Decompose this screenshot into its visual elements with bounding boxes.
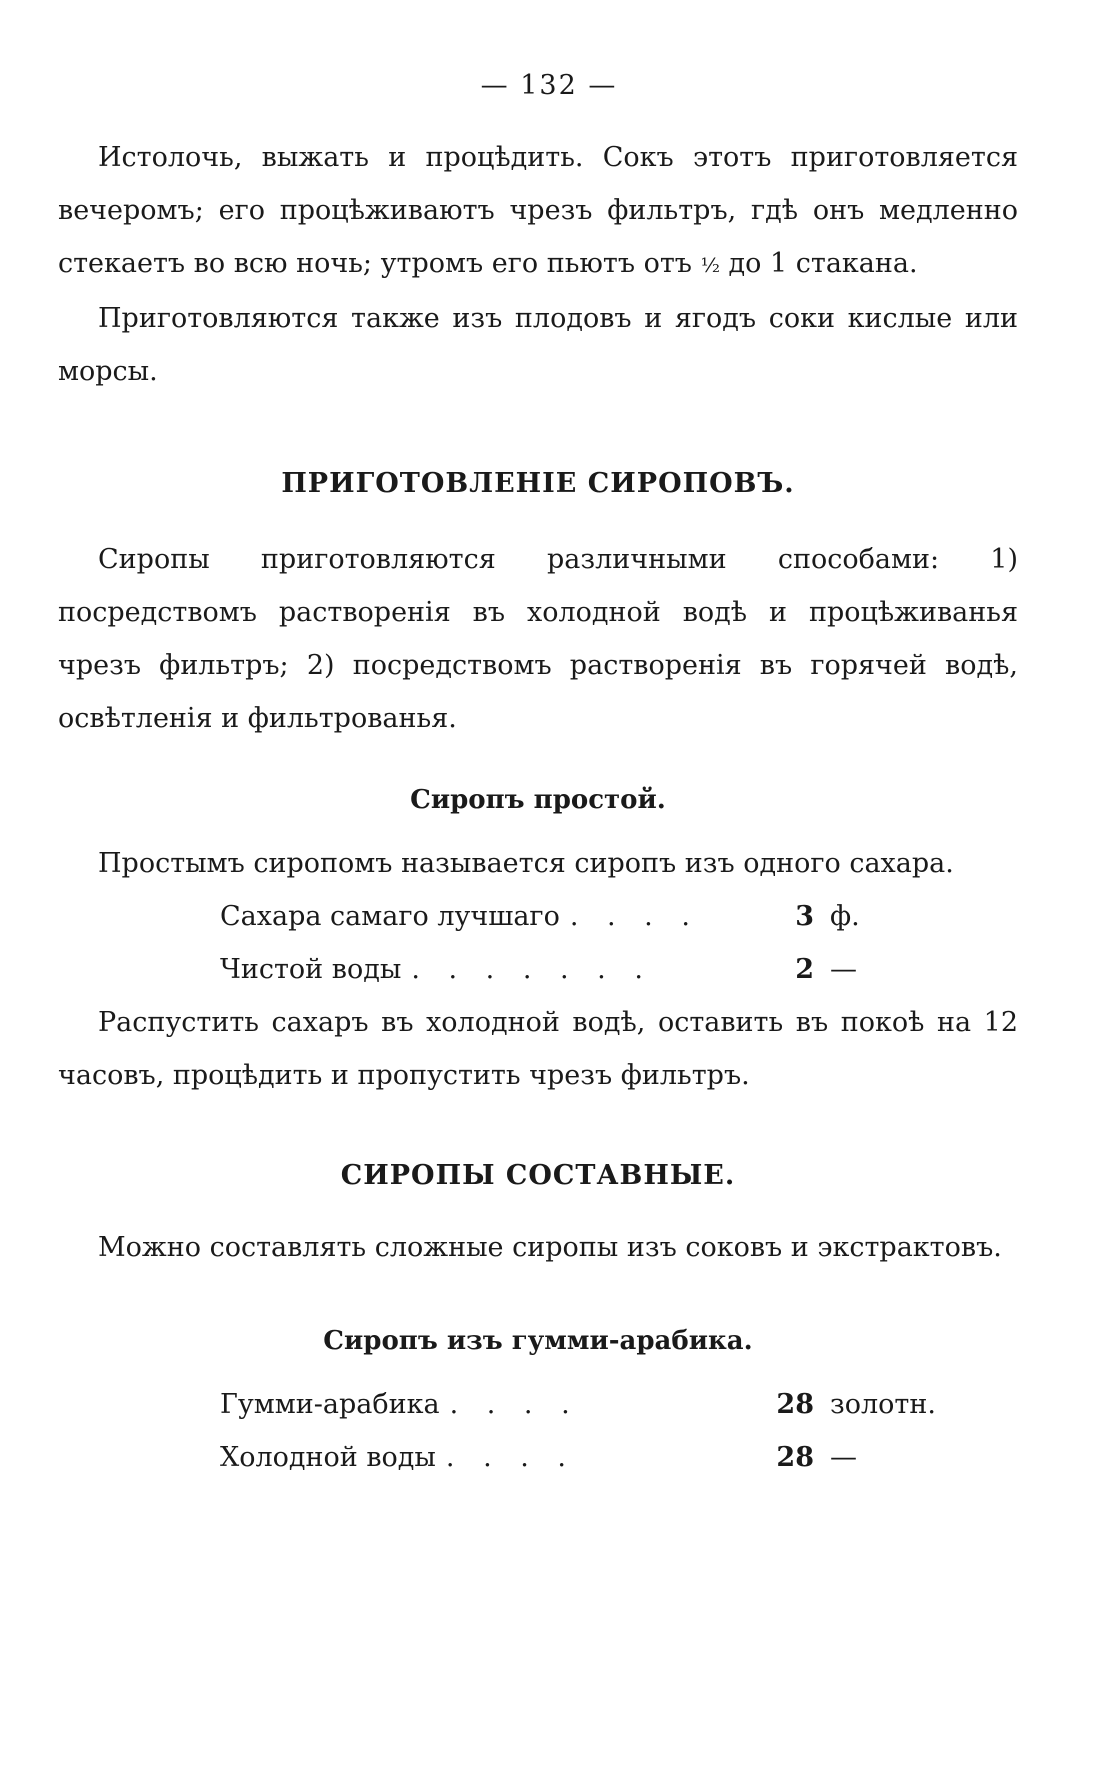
simple-syrup-intro: Простымъ сиропомъ называется сиропъ изъ одного сахара.	[98, 848, 954, 879]
ingredient-row	[220, 1378, 940, 1431]
page-number: — 132 —	[480, 70, 618, 101]
ingredient-row	[220, 890, 940, 943]
section-heading-compound-syrups: СИРОПЫ СОСТАВНЫЕ.	[340, 1160, 736, 1191]
simple-syrup-heading: Сиропъ простой.	[410, 785, 666, 815]
ingredient-row	[220, 1431, 940, 1484]
syrups-paragraph: Сиропы приготовляются различными способами: 1) посредствомъ растворенія въ холодной водѣ и процѣживанья чрезъ фильтръ; 2) посредствомъ растворенія въ горячей водѣ, освѣтленія и фильтрованья.	[58, 544, 1018, 734]
ingredient-name: Сахара самаго лучшаго	[220, 901, 560, 932]
book-page	[58, 70, 1018, 1484]
ingredient-row	[220, 943, 940, 996]
ingredient-quantity: 2	[795, 954, 814, 985]
ingredient-quantity: 28	[776, 1389, 814, 1420]
intro-paragraph-2: Приготовляются также изъ плодовъ и ягодъ соки кислые или морсы.	[58, 303, 1018, 387]
ingredient-quantity: 3	[795, 901, 814, 932]
section-heading-syrups: ПРИГОТОВЛЕНІЕ СИРОПОВЪ.	[281, 468, 795, 499]
gum-syrup-heading: Сиропъ изъ гумми-арабика.	[323, 1326, 753, 1356]
gum-syrup-ingredients	[220, 1378, 940, 1484]
ingredient-unit: —	[830, 954, 857, 985]
leader-dots: . . . .	[569, 901, 700, 932]
intro-paragraph-1	[58, 131, 1018, 292]
simple-syrup-method: Распустить сахаръ въ холодной водѣ, оставить въ покоѣ на 12 часовъ, процѣдить и пропустить чрезъ фильтръ.	[58, 1007, 1018, 1091]
ingredient-quantity: 28	[776, 1442, 814, 1473]
leader-dots: . . . . . . .	[411, 954, 653, 985]
leader-dots: . . . .	[445, 1442, 576, 1473]
intro-paragraph-1-text: Истолочь, выжать и процѣдить. Сокъ этотъ приготовляется вечеромъ; его процѣживаютъ чрезъ фильтръ, гдѣ онъ медленно стекаетъ во всю ночь; утромъ его пьютъ отъ	[58, 142, 1018, 279]
ingredient-name: Чистой воды	[220, 954, 402, 985]
intro-paragraph-1-tail: до 1 стакана.	[719, 248, 918, 279]
ingredient-name: Гумми-арабика	[220, 1389, 440, 1420]
simple-syrup-ingredients	[220, 890, 940, 996]
ingredient-name: Холодной воды	[220, 1442, 436, 1473]
ingredient-unit: ф.	[830, 901, 860, 932]
fraction-half: ½	[700, 253, 720, 277]
ingredient-unit: —	[830, 1442, 857, 1473]
ingredient-unit: золотн.	[830, 1389, 936, 1420]
compound-syrups-paragraph: Можно составлять сложные сиропы изъ соковъ и экстрактовъ.	[98, 1232, 1002, 1263]
leader-dots: . . . .	[449, 1389, 580, 1420]
